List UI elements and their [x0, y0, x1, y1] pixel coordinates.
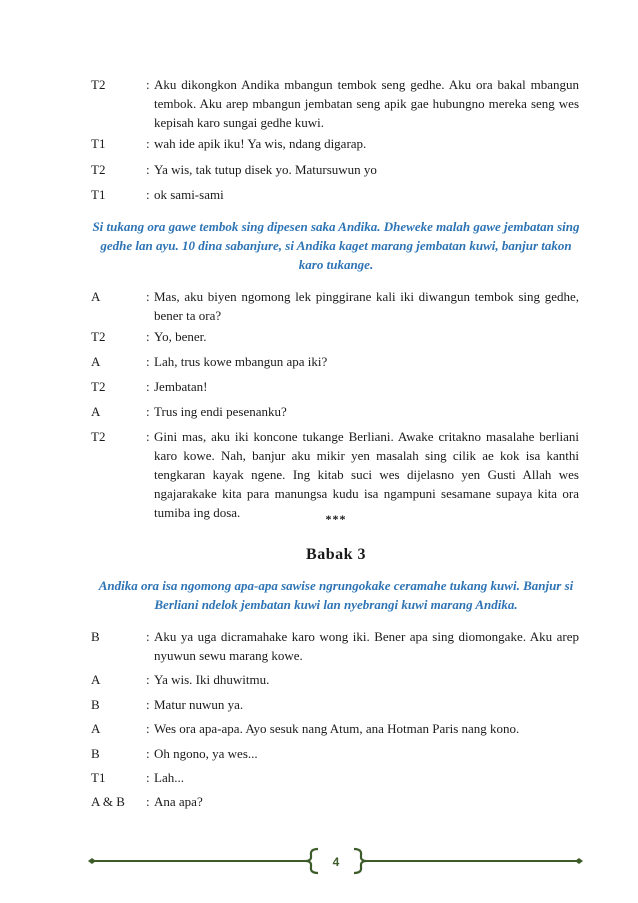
dialogue-line: T1 : ok sami-sami — [91, 185, 579, 204]
dialogue-line: B : Matur nuwun ya. — [91, 695, 579, 714]
dialogue-text: Matur nuwun ya. — [154, 697, 244, 712]
speaker-label: T2 — [91, 162, 106, 177]
dialogue-text: Aku ya uga dicramahake karo wong iki. Bener apa sing diomongake. Aku arep nyuwun sewu marang kowe. — [154, 629, 579, 663]
dialogue-text: Gini mas, aku iki koncone tukange Berliani. Awake critakno masalahe berliani karo kowe. Nah, banjur aku mikir yen masalah sing cilik ae kok isa kanthi tengkaran kayak ngene. Ing kitab suci wes dijelasno yen Gusti Allah wes ngajarakake kita para manungsa kudu isa ngampuni sesamane supaya kita ora tumiba ing dosa. — [154, 429, 579, 520]
dialogue-text: wah ide apik iku! Ya wis, ndang digarap. — [154, 136, 367, 151]
dialogue-text: Mas, aku biyen ngomong lek pinggirane kali iki diwangun tembok sing gedhe, bener ta ora? — [154, 289, 579, 323]
section-separator: *** — [325, 512, 347, 526]
dialogue-text: Yo, bener. — [154, 329, 207, 344]
dialogue-text: ok sami-sami — [154, 187, 224, 202]
dialogue-line: B : Aku ya uga dicramahake karo wong iki. Bener apa sing diomongake. Aku arep nyuwun sewu marang kowe. — [91, 629, 579, 663]
dialogue-text: Oh ngono, ya wes... — [154, 746, 258, 761]
dialogue-line: A & B : Ana apa? — [91, 792, 579, 811]
dialogue-line: T2 : Aku dikongkon Andika mbangun tembok seng gedhe. Aku ora bakal mbangun tembok. Aku arep mbangun jembatan seng apik gae hubungno mereka seng wes kepisah karo sungai gedhe kuwi. — [91, 77, 579, 130]
dialogue-text: Ya wis. Iki dhuwitmu. — [154, 672, 270, 687]
dialogue-line: T1 : Lah... — [91, 768, 579, 787]
speaker-label: A — [91, 289, 101, 304]
dialogue-line: A : Mas, aku biyen ngomong lek pinggirane kali iki diwangun tembok sing gedhe, bener ta ora? — [91, 289, 579, 323]
dialogue-text: Jembatan! — [154, 379, 208, 394]
dialogue-line: B : Oh ngono, ya wes... — [91, 744, 579, 763]
dialogue-line: A : Trus ing endi pesenanku? — [91, 402, 579, 421]
dialogue-line: A : Ya wis. Iki dhuwitmu. — [91, 670, 579, 689]
speaker-label: A & B — [91, 794, 125, 809]
dialogue-line: T2 : Jembatan! — [91, 377, 579, 396]
stage-direction: Si tukang ora gawe tembok sing dipesen saka Andika. Dheweke malah gawe jembatan sing gedhe lan ayu. 10 dina sabanjure, si Andika kaget marang jembatan kuwi, banjur takon karo tukange. — [92, 219, 580, 272]
dialogue-text: Wes ora apa-apa. Ayo sesuk nang Atum, ana Hotman Paris nang kono. — [154, 721, 520, 736]
dialogue-text: Lah, trus kowe mbangun apa iki? — [154, 354, 328, 369]
speaker-label: T2 — [91, 77, 106, 92]
speaker-label: B — [91, 746, 100, 761]
dialogue-text: Ana apa? — [154, 794, 203, 809]
speaker-label: T2 — [91, 379, 106, 394]
speaker-label: B — [91, 629, 100, 644]
dialogue-text: Lah... — [154, 770, 184, 785]
speaker-label: A — [91, 404, 101, 419]
speaker-label: T2 — [91, 329, 106, 344]
speaker-label: T1 — [91, 136, 106, 151]
speaker-label: A — [91, 672, 101, 687]
footer-ornament — [88, 846, 583, 876]
dialogue-text: Aku dikongkon Andika mbangun tembok seng gedhe. Aku ora bakal mbangun tembok. Aku arep mbangun jembatan seng apik gae hubungno mereka seng wes kepisah karo sungai gedhe kuwi. — [154, 77, 579, 130]
page-footer — [88, 846, 583, 876]
dialogue-line: A : Wes ora apa-apa. Ayo sesuk nang Atum, ana Hotman Paris nang kono. — [91, 719, 579, 738]
section-heading: Babak 3 — [306, 546, 366, 563]
page-number: 4 — [332, 855, 340, 869]
speaker-label: T1 — [91, 187, 106, 202]
dialogue-line: T2 : Yo, bener. — [91, 327, 579, 346]
speaker-label: T1 — [91, 770, 106, 785]
speaker-label: A — [91, 721, 101, 736]
speaker-label: T2 — [91, 429, 106, 444]
dialogue-text: Ya wis, tak tutup disek yo. Matursuwun yo — [154, 162, 377, 177]
stage-direction: Andika ora isa ngomong apa-apa sawise ngrungokake ceramahe tukang kuwi. Banjur si Berliani ndelok jembatan kuwi lan nyebrangi kuwi marang Andika. — [98, 578, 574, 612]
speaker-label: A — [91, 354, 101, 369]
dialogue-line: T1 : wah ide apik iku! Ya wis, ndang digarap. — [91, 134, 579, 153]
dialogue-text: Trus ing endi pesenanku? — [154, 404, 287, 419]
dialogue-line: A : Lah, trus kowe mbangun apa iki? — [91, 352, 579, 371]
dialogue-line: T2 : Gini mas, aku iki koncone tukange Berliani. Awake critakno masalahe berliani karo kowe. Nah, banjur aku mikir yen masalah sing cilik ae kok isa kanthi tengkaran kayak ngene. Ing kitab suci wes dijelasno yen Gusti Allah wes ngajarakake kita para manungsa kudu isa ngampuni sesamane supaya kita ora tumiba ing dosa. — [91, 429, 579, 520]
speaker-label: B — [91, 697, 100, 712]
dialogue-line: T2 : Ya wis, tak tutup disek yo. Matursuwun yo — [91, 160, 579, 179]
